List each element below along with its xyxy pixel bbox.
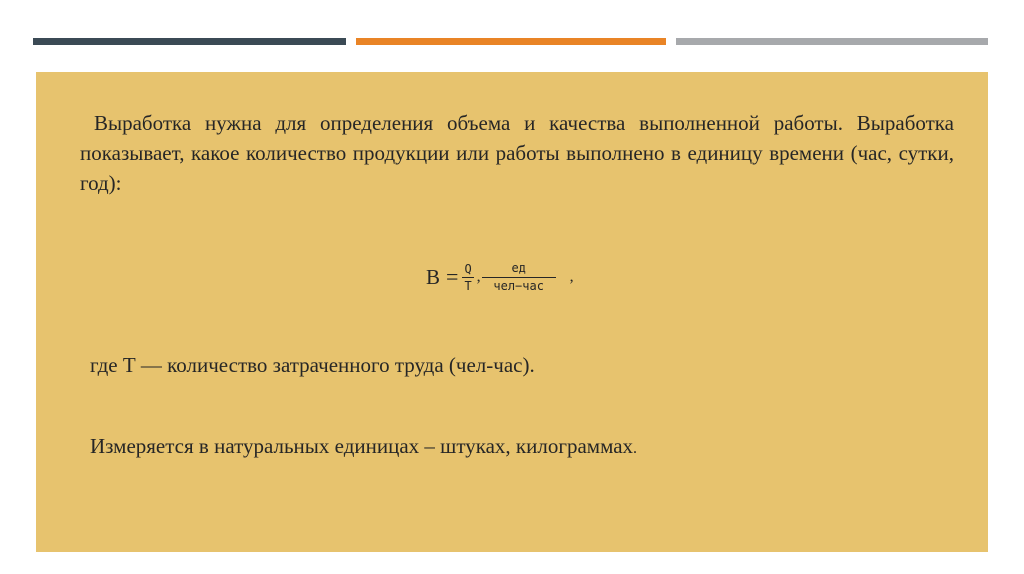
formula-fraction-q-t [462, 262, 473, 293]
formula-lhs: В [426, 264, 441, 289]
header-bar-orange [356, 38, 666, 45]
header-bar-dark [33, 38, 346, 45]
formula-unit-fraction [482, 261, 556, 293]
formula-frac1-denominator: T [464, 278, 472, 293]
header-bar-grey [676, 38, 988, 45]
measurement-text: Измеряется в натуральных единицах – штуках, килограммах [90, 434, 634, 458]
output-formula [426, 252, 574, 302]
definition-line: где Т — количество затраченного труда (чел-час). [90, 353, 535, 377]
measurement-period: . [633, 440, 638, 457]
formula-equals: = [446, 264, 459, 289]
formula-frac2-numerator: ед [482, 261, 556, 278]
header-bars [0, 38, 1024, 45]
formula-trailing-comma: , [569, 268, 574, 285]
formula-comma: , [476, 268, 481, 285]
formula-frac1-numerator: Q [464, 261, 472, 276]
measurement-line [90, 434, 637, 459]
intro-paragraph: Выработка нужна для определения объема и качества выполненной работы. Выработка показывает, какое количество продукции или работы выполнено в единицу времени (час, сутки, год): [80, 111, 954, 195]
content-box [36, 72, 988, 552]
formula-frac2-denominator: чел−час [493, 279, 544, 293]
